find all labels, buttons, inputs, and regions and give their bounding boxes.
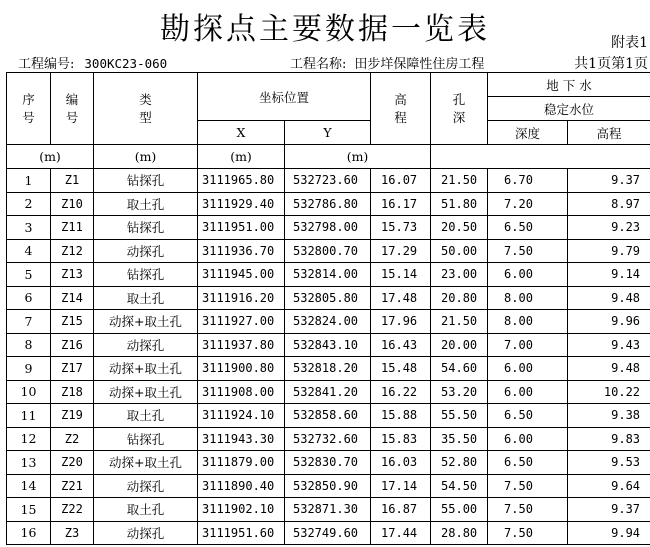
cell-depth: 23.00: [431, 263, 488, 287]
cell-depth: 50.00: [431, 239, 488, 263]
cell-gw-depth: 6.50: [488, 404, 568, 428]
cell-type: 动探孔: [94, 474, 198, 498]
cell-seq: 3: [7, 216, 51, 240]
cell-x: 3111936.70: [198, 239, 285, 263]
table-row: [7, 286, 650, 310]
cell-id: Z2: [51, 427, 94, 451]
table-row: [7, 474, 650, 498]
gw-unit: (m): [285, 145, 431, 169]
cell-id: Z13: [51, 263, 94, 287]
cell-type: 动探孔: [94, 239, 198, 263]
cell-id: Z16: [51, 333, 94, 357]
cell-y: 532843.10: [285, 333, 371, 357]
cell-seq: 7: [7, 310, 51, 334]
cell-id: Z1: [51, 169, 94, 193]
cell-type: 动探孔: [94, 521, 198, 545]
cell-gw-depth: 6.00: [488, 263, 568, 287]
cell-depth: 20.50: [431, 216, 488, 240]
cell-elev: 17.48: [371, 286, 431, 310]
cell-elev: 15.14: [371, 263, 431, 287]
cell-elev: 16.43: [371, 333, 431, 357]
cell-seq: 1: [7, 169, 51, 193]
cell-seq: 5: [7, 263, 51, 287]
cell-y: 532749.60: [285, 521, 371, 545]
cell-x: 3111951.60: [198, 521, 285, 545]
cell-y: 532841.20: [285, 380, 371, 404]
cell-type: 动探孔: [94, 333, 198, 357]
table-header: [7, 73, 650, 169]
page-title: 勘探点主要数据一览表: [160, 12, 490, 47]
cell-elev: 17.14: [371, 474, 431, 498]
cell-y: 532824.00: [285, 310, 371, 334]
cell-y: 532871.30: [285, 498, 371, 522]
table-row: [7, 239, 650, 263]
cell-depth: 55.00: [431, 498, 488, 522]
cell-type: 动探+取土孔: [94, 310, 198, 334]
cell-id: Z22: [51, 498, 94, 522]
col-id-header: 编 号: [51, 73, 94, 145]
cell-depth: 21.50: [431, 310, 488, 334]
cell-elev: 17.29: [371, 239, 431, 263]
project-name: 田步垟保障性住房工程: [354, 57, 485, 72]
cell-id: Z14: [51, 286, 94, 310]
cell-gw-elev: 8.97: [568, 192, 650, 216]
cell-depth: 20.80: [431, 286, 488, 310]
cell-id: Z18: [51, 380, 94, 404]
cell-gw-depth: 8.00: [488, 310, 568, 334]
cell-y: 532786.80: [285, 192, 371, 216]
cell-depth: 28.80: [431, 521, 488, 545]
project-name-line: [290, 53, 484, 72]
table-row: [7, 263, 650, 287]
cell-x: 3111937.80: [198, 333, 285, 357]
col-y-header: Y: [285, 121, 371, 145]
cell-elev: 16.07: [371, 169, 431, 193]
table-body: [7, 169, 650, 545]
cell-type: 钻探孔: [94, 263, 198, 287]
cell-id: Z10: [51, 192, 94, 216]
col-type-header: 类 型: [94, 73, 198, 145]
cell-type: 钻探孔: [94, 169, 198, 193]
cell-seq: 15: [7, 498, 51, 522]
col-elev-header: 高 程: [371, 73, 431, 145]
cell-seq: 6: [7, 286, 51, 310]
cell-id: Z20: [51, 451, 94, 475]
cell-type: 取土孔: [94, 404, 198, 428]
cell-gw-elev: 9.43: [568, 333, 650, 357]
cell-x: 3111927.00: [198, 310, 285, 334]
project-code-line: [18, 53, 167, 72]
cell-x: 3111965.80: [198, 169, 285, 193]
cell-depth: 54.60: [431, 357, 488, 381]
table-row: [7, 310, 650, 334]
cell-gw-depth: 7.50: [488, 521, 568, 545]
cell-gw-elev: 9.96: [568, 310, 650, 334]
cell-x: 3111943.30: [198, 427, 285, 451]
cell-gw-depth: 8.00: [488, 286, 568, 310]
cell-id: Z17: [51, 357, 94, 381]
project-code: 300KC23-060: [84, 56, 168, 71]
cell-elev: 15.48: [371, 357, 431, 381]
cell-depth: 21.50: [431, 169, 488, 193]
cell-x: 3111879.00: [198, 451, 285, 475]
table-row: [7, 169, 650, 193]
cell-type: 取土孔: [94, 286, 198, 310]
cell-elev: 17.96: [371, 310, 431, 334]
cell-seq: 13: [7, 451, 51, 475]
cell-depth: 52.80: [431, 451, 488, 475]
cell-id: Z3: [51, 521, 94, 545]
cell-type: 取土孔: [94, 192, 198, 216]
cell-gw-depth: 7.50: [488, 474, 568, 498]
cell-x: 3111900.80: [198, 357, 285, 381]
cell-seq: 14: [7, 474, 51, 498]
col-stable-level-header: 稳定水位: [488, 97, 650, 121]
cell-type: 动探+取土孔: [94, 451, 198, 475]
cell-type: 钻探孔: [94, 427, 198, 451]
table-row: [7, 333, 650, 357]
cell-seq: 16: [7, 521, 51, 545]
table-row: [7, 521, 650, 545]
cell-gw-depth: 6.00: [488, 380, 568, 404]
table-row: [7, 451, 650, 475]
cell-type: 动探+取土孔: [94, 380, 198, 404]
cell-gw-depth: 7.00: [488, 333, 568, 357]
cell-y: 532732.60: [285, 427, 371, 451]
cell-gw-elev: 9.48: [568, 286, 650, 310]
cell-id: Z11: [51, 216, 94, 240]
cell-gw-elev: 9.53: [568, 451, 650, 475]
cell-depth: 20.00: [431, 333, 488, 357]
cell-gw-elev: 9.37: [568, 498, 650, 522]
cell-gw-depth: 6.70: [488, 169, 568, 193]
cell-type: 取土孔: [94, 498, 198, 522]
col-x-header: X: [198, 121, 285, 145]
cell-elev: 16.22: [371, 380, 431, 404]
col-gw-elev-header: 高程: [568, 121, 650, 145]
page-info: 共1页第1页: [574, 56, 648, 72]
cell-y: 532814.00: [285, 263, 371, 287]
cell-seq: 12: [7, 427, 51, 451]
cell-y: 532798.00: [285, 216, 371, 240]
cell-x: 3111890.40: [198, 474, 285, 498]
col-seq-header: 序 号: [7, 73, 51, 145]
cell-gw-depth: 7.50: [488, 239, 568, 263]
cell-gw-depth: 6.50: [488, 216, 568, 240]
cell-depth: 35.50: [431, 427, 488, 451]
appendix-label: 附表1: [611, 35, 648, 51]
cell-y: 532830.70: [285, 451, 371, 475]
cell-elev: 15.88: [371, 404, 431, 428]
cell-x: 3111929.40: [198, 192, 285, 216]
cell-y: 532805.80: [285, 286, 371, 310]
cell-x: 3111924.10: [198, 404, 285, 428]
cell-seq: 4: [7, 239, 51, 263]
cell-y: 532858.60: [285, 404, 371, 428]
cell-seq: 8: [7, 333, 51, 357]
cell-gw-elev: 9.23: [568, 216, 650, 240]
table-row: [7, 427, 650, 451]
cell-seq: 2: [7, 192, 51, 216]
table-row: [7, 380, 650, 404]
col-gw-depth-header: 深度: [488, 121, 568, 145]
cell-gw-depth: 7.20: [488, 192, 568, 216]
cell-seq: 9: [7, 357, 51, 381]
cell-x: 3111902.10: [198, 498, 285, 522]
cell-id: Z21: [51, 474, 94, 498]
col-coord-header: 坐标位置: [198, 73, 371, 121]
borehole-data-table: [6, 72, 650, 545]
cell-gw-depth: 7.50: [488, 498, 568, 522]
cell-depth: 53.20: [431, 380, 488, 404]
col-groundwater-header: 地 下 水: [488, 73, 650, 97]
cell-elev: 17.44: [371, 521, 431, 545]
cell-type: 动探+取土孔: [94, 357, 198, 381]
cell-elev: 16.03: [371, 451, 431, 475]
cell-gw-elev: 10.22: [568, 380, 650, 404]
cell-elev: 15.73: [371, 216, 431, 240]
table-row: [7, 216, 650, 240]
table-row: [7, 404, 650, 428]
cell-depth: 55.50: [431, 404, 488, 428]
table-row: [7, 357, 650, 381]
cell-seq: 11: [7, 404, 51, 428]
cell-gw-elev: 9.64: [568, 474, 650, 498]
cell-id: Z15: [51, 310, 94, 334]
cell-gw-elev: 9.79: [568, 239, 650, 263]
cell-gw-elev: 9.94: [568, 521, 650, 545]
table-row: [7, 192, 650, 216]
cell-gw-elev: 9.48: [568, 357, 650, 381]
cell-x: 3111951.00: [198, 216, 285, 240]
cell-gw-elev: 9.83: [568, 427, 650, 451]
cell-x: 3111916.20: [198, 286, 285, 310]
cell-id: Z12: [51, 239, 94, 263]
coord-unit: (m): [7, 145, 94, 169]
cell-gw-elev: 9.38: [568, 404, 650, 428]
depth-unit: (m): [198, 145, 285, 169]
cell-type: 钻探孔: [94, 216, 198, 240]
cell-y: 532850.90: [285, 474, 371, 498]
cell-elev: 16.17: [371, 192, 431, 216]
col-depth-header: 孔 深: [431, 73, 488, 145]
cell-seq: 10: [7, 380, 51, 404]
cell-gw-elev: 9.14: [568, 263, 650, 287]
cell-gw-elev: 9.37: [568, 169, 650, 193]
cell-depth: 54.50: [431, 474, 488, 498]
cell-gw-depth: 6.00: [488, 357, 568, 381]
cell-gw-depth: 6.00: [488, 427, 568, 451]
cell-y: 532800.70: [285, 239, 371, 263]
cell-y: 532723.60: [285, 169, 371, 193]
cell-gw-depth: 6.50: [488, 451, 568, 475]
project-name-label: 工程名称:: [290, 57, 347, 72]
project-code-label: 工程编号:: [18, 57, 75, 72]
cell-elev: 15.83: [371, 427, 431, 451]
cell-elev: 16.87: [371, 498, 431, 522]
cell-x: 3111945.00: [198, 263, 285, 287]
cell-depth: 51.80: [431, 192, 488, 216]
cell-y: 532818.20: [285, 357, 371, 381]
elev-unit: (m): [94, 145, 198, 169]
cell-x: 3111908.00: [198, 380, 285, 404]
table-row: [7, 498, 650, 522]
cell-id: Z19: [51, 404, 94, 428]
